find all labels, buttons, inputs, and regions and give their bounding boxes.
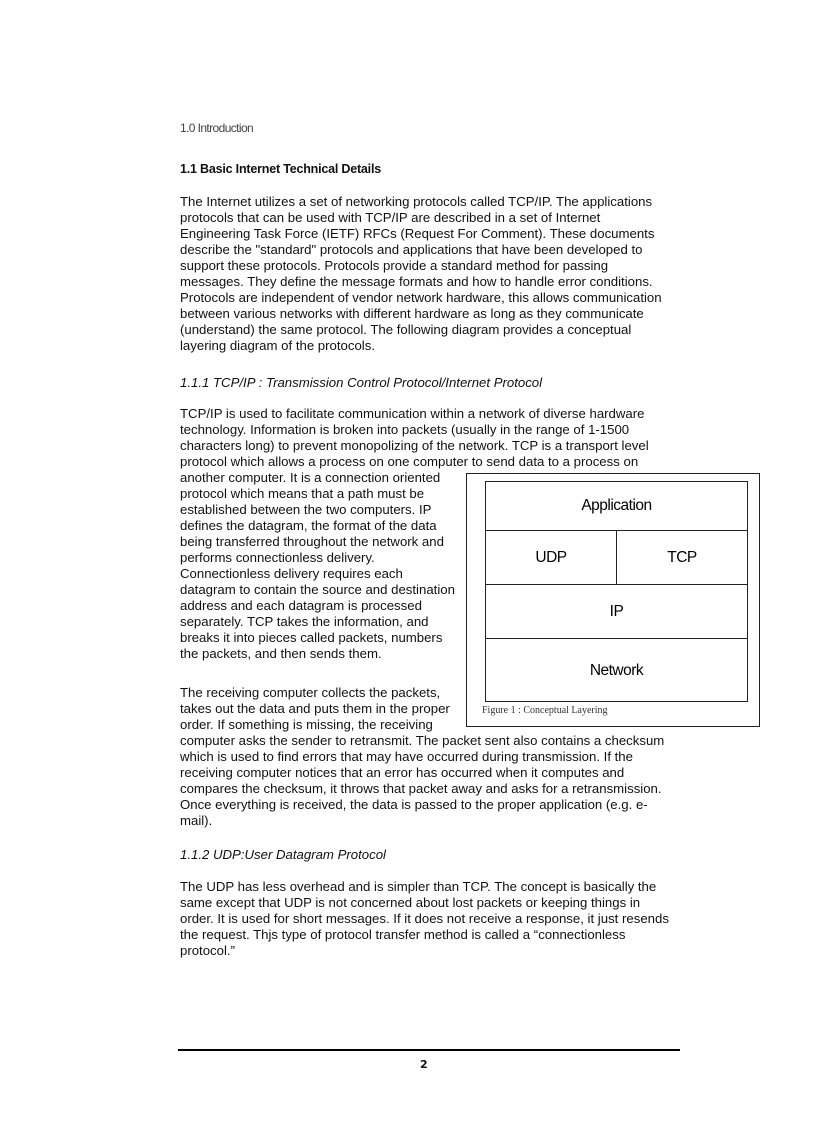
section-heading: 1.1 Basic Internet Technical Details: [180, 162, 381, 176]
layer-transport: [486, 531, 747, 585]
subsection-heading-tcpip: 1.1.1 TCP/IP : Transmission Control Protocol/Internet Protocol: [180, 375, 543, 390]
layer-tcp: [617, 531, 747, 584]
text-line: protocol which allows a process on one computer to send data to a process on: [180, 454, 639, 469]
layer-label: IP: [609, 602, 624, 620]
text-line: between various networks with different hardware as long as they communicate: [180, 306, 644, 321]
paragraph-internet-protocols: [180, 194, 662, 354]
text-line: mail).: [180, 813, 213, 828]
text-line: protocol.”: [180, 943, 235, 958]
text-line: which is used to find errors that may have occurred during transmission. If the: [180, 749, 633, 764]
layer-network: [486, 639, 747, 703]
text-line: performs connectionless delivery.: [180, 550, 375, 565]
text-line: Engineering Task Force (IETF) RFCs (Request For Comment). These documents: [180, 226, 655, 241]
text-line: separately. TCP takes the information, and: [180, 614, 429, 629]
text-line: technology. Information is broken into packets (usually in the range of 1-1500: [180, 422, 630, 437]
layer-label: Application: [581, 497, 652, 514]
text-line: The receiving computer collects the packets,: [180, 685, 441, 700]
text-line: Protocols are independent of vendor network hardware, this allows communication: [180, 290, 662, 305]
layer-udp: [486, 531, 617, 584]
text-line: defines the datagram, the format of the data: [180, 518, 437, 533]
text-line: characters long) to prevent monopolizing of the network. TCP is a transport level: [180, 438, 649, 453]
text-line: established between the two computers. IP: [180, 502, 432, 517]
layer-ip: [486, 585, 747, 639]
page-number: 2: [420, 1058, 428, 1071]
layer-label: Network: [589, 662, 644, 679]
text-line: Once everything is received, the data is passed to the proper application (e.g. e-: [180, 797, 648, 812]
footer-divider: [178, 1049, 680, 1051]
layer-application: [486, 482, 747, 531]
text-line: The Internet utilizes a set of networking protocols called TCP/IP. The applications: [180, 194, 653, 209]
text-line: order. If something is missing, the receiving: [180, 717, 433, 732]
text-line: being transferred throughout the network and: [180, 534, 444, 549]
layer-label: UDP: [535, 548, 567, 566]
text-line: protocols that can be used with TCP/IP are described in a set of Internet: [180, 210, 601, 225]
text-line: Connectionless delivery requires each: [180, 566, 403, 581]
layer-label: TCP: [667, 548, 697, 566]
text-line: same except that UDP is not concerned about lost packets or keeping things in: [180, 895, 641, 910]
text-line: receiving computer notices that an error has occurred when it computes and: [180, 765, 625, 780]
text-line: the packets, and then sends them.: [180, 646, 382, 661]
text-line: computer asks the sender to retransmit. The packet sent also contains a checksum: [180, 733, 665, 748]
text-line: support these protocols. Protocols provide a standard method for passing: [180, 258, 609, 273]
text-line: the request. Thjs type of protocol transfer method is called a “connectionless: [180, 927, 626, 942]
text-line: datagram to contain the source and destination: [180, 582, 455, 597]
layering-diagram: [485, 481, 748, 702]
text-line: (understand) the same protocol. The following diagram provides a conceptual: [180, 322, 632, 337]
text-line: describe the "standard" protocols and applications that have been developed to: [180, 242, 643, 257]
text-line: protocol which means that a path must be: [180, 486, 425, 501]
figure-caption: Figure 1 : Conceptual Layering: [482, 705, 608, 716]
text-line: takes out the data and puts them in the proper: [180, 701, 450, 716]
subsection-heading-udp: 1.1.2 UDP:User Datagram Protocol: [180, 847, 386, 862]
chapter-title: 1.0 Introduction: [180, 121, 254, 135]
text-line: messages. They define the message formats and how to handle error conditions.: [180, 274, 653, 289]
paragraph-udp: [180, 879, 669, 959]
text-line: another computer. It is a connection oriented: [180, 470, 441, 485]
text-line: TCP/IP is used to facilitate communication within a network of diverse hardware: [180, 406, 645, 421]
text-line: The UDP has less overhead and is simpler than TCP. The concept is basically the: [180, 879, 657, 894]
text-line: compares the checksum, it throws that packet away and asks for a retransmission.: [180, 781, 662, 796]
text-line: breaks it into pieces called packets, numbers: [180, 630, 443, 645]
text-line: layering diagram of the protocols.: [180, 338, 375, 353]
text-line: address and each datagram is processed: [180, 598, 422, 613]
text-line: order. It is used for short messages. If it does not receive a response, it just resends: [180, 911, 669, 926]
